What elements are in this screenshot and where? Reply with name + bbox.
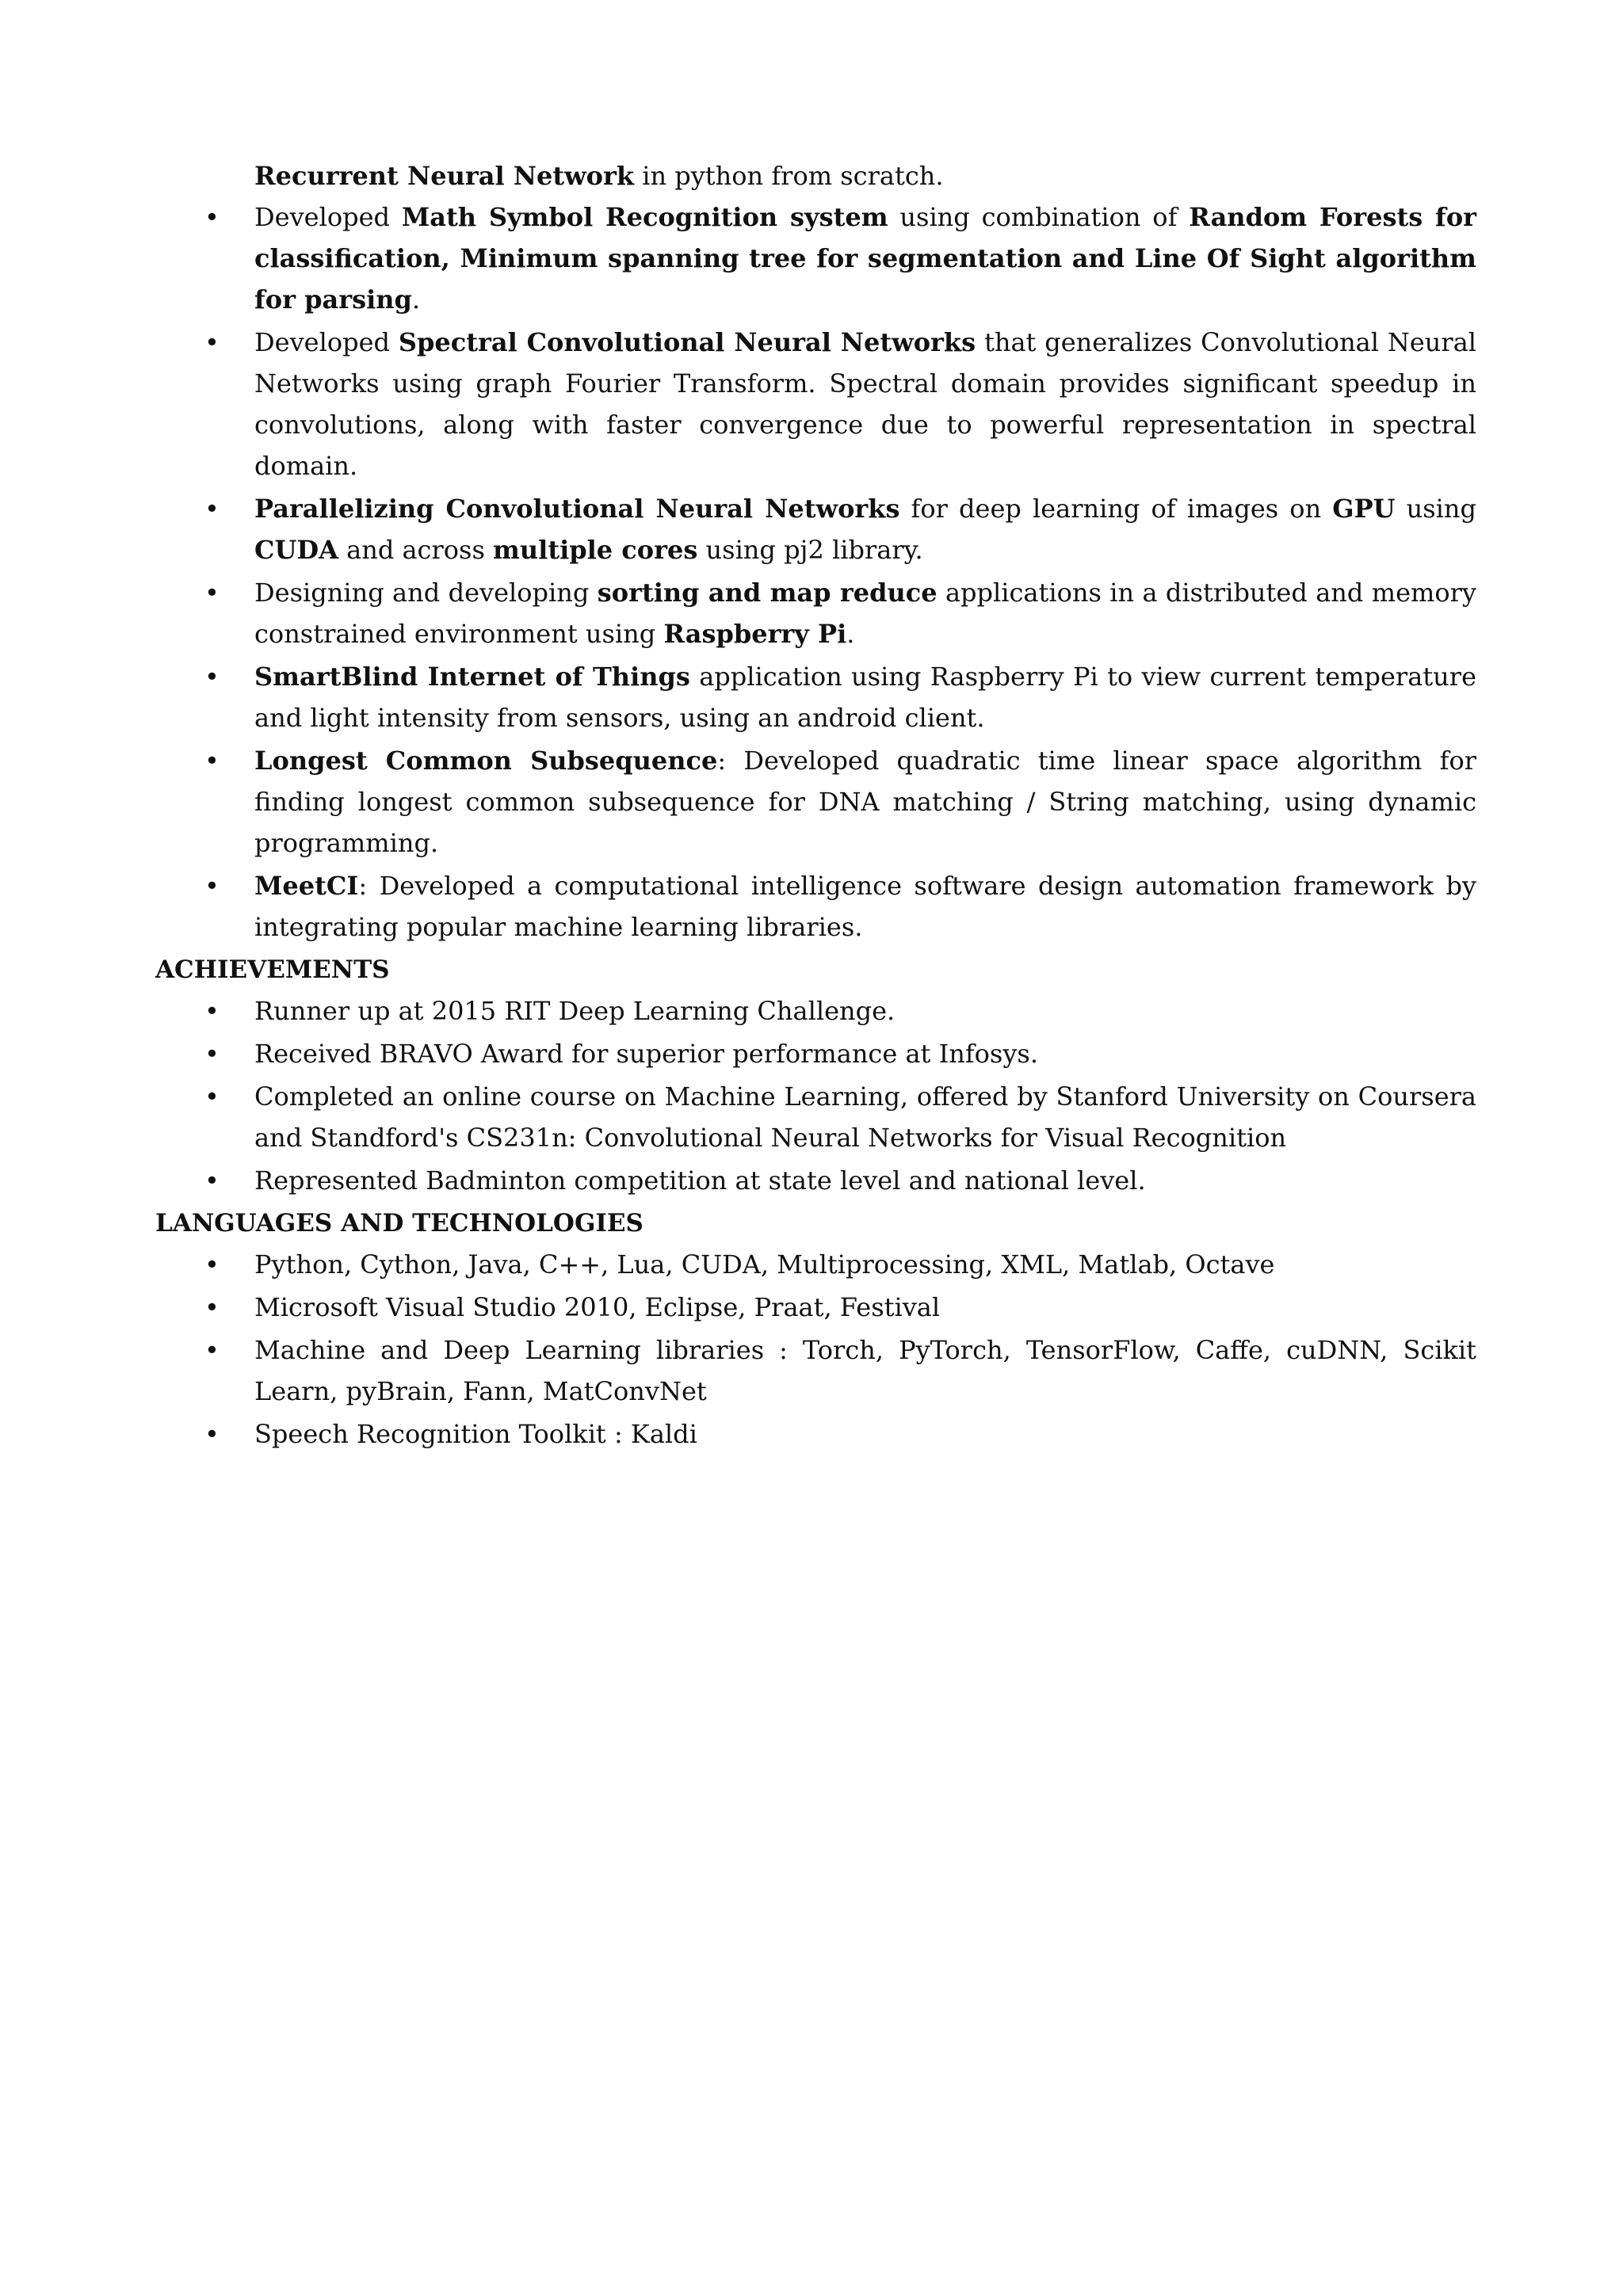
bullet-icon: •: [204, 871, 220, 901]
text: applications in a distributed and memory constrained environment using: [254, 578, 1477, 649]
bullet-icon: •: [204, 746, 220, 776]
list-item: [155, 1160, 1476, 1201]
bold-text: multiple cores: [493, 535, 698, 565]
text: Developed: [254, 327, 399, 357]
languages-heading: LANGUAGES AND TECHNOLOGIES: [155, 1209, 643, 1238]
list-item: [155, 196, 1476, 320]
bold-text: MeetCI: [254, 871, 359, 901]
bullet-icon: •: [204, 662, 220, 692]
list-item-text: Completed an online course on Machine Learning, offered by Stanford University on Coursera and Standford's CS231n: Convolutional Neural Networks for Visual Recognition: [254, 1081, 1476, 1153]
text: and across: [338, 535, 494, 565]
text: that generalizes Convolutional Neural Networks using graph Fourier Transform. Spectral domain provides significant speedup in convolutions, along with faster convergence due to powerful representation in spectral domain.: [254, 327, 1477, 481]
list-item: [155, 1033, 1476, 1074]
list-item-text: Machine and Deep Learning libraries : Torch, PyTorch, TensorFlow, Caffe, cuDNN, Scikit Learn, pyBrain, Fann, MatConvNet: [254, 1335, 1476, 1406]
text: for deep learning of images on: [899, 494, 1333, 524]
list-item: [155, 572, 1476, 654]
list-item: [155, 740, 1476, 864]
bullet-icon: •: [204, 1419, 220, 1449]
intro-line-bold: Recurrent Neural Network: [254, 161, 635, 191]
text: using: [1395, 494, 1477, 524]
intro-line: [155, 155, 1476, 196]
text: : Developed quadratic time linear space algorithm for finding longest common subsequence for DNA matching / String matching, using dynamic programming.: [254, 746, 1477, 858]
text: .: [411, 284, 421, 315]
achievements-heading: ACHIEVEMENTS: [155, 955, 390, 984]
bullet-icon: •: [204, 996, 220, 1026]
intro-line-rest: in python from scratch.: [634, 161, 944, 191]
text: application using Raspberry Pi to view current temperature and light intensity from sensors, using an android client.: [254, 662, 1477, 733]
list-item-text: Python, Cython, Java, C++, Lua, CUDA, Multiprocessing, XML, Matlab, Octave: [254, 1249, 1275, 1280]
list-item-text: Received BRAVO Award for superior performance at Infosys.: [254, 1039, 1039, 1069]
bullet-icon: •: [204, 494, 220, 524]
bullet-icon: •: [204, 1165, 220, 1196]
bullet-icon: •: [204, 327, 220, 357]
projects-list: [155, 196, 1476, 948]
bullet-icon: •: [204, 1335, 220, 1365]
bullet-icon: •: [204, 202, 220, 232]
text: .: [846, 619, 855, 649]
bold-text: sorting and map reduce: [597, 578, 938, 608]
bold-text: Random Forests for classification, Minimum spanning tree for segmentation and Line Of Sight algorithm for parsing: [254, 202, 1477, 315]
bold-text: Parallelizing Convolutional Neural Networks: [254, 494, 900, 524]
languages-list: [155, 1244, 1476, 1455]
list-item: [155, 1287, 1476, 1328]
list-item: [155, 1076, 1476, 1158]
bold-text: Math Symbol Recognition system: [401, 202, 888, 232]
bold-text: GPU: [1332, 494, 1396, 524]
list-item: [155, 1244, 1476, 1285]
list-item: [155, 656, 1476, 738]
bullet-icon: •: [204, 1292, 220, 1322]
list-item: [155, 1329, 1476, 1412]
list-item: [155, 322, 1476, 486]
list-item-text: Speech Recognition Toolkit : Kaldi: [254, 1419, 697, 1449]
bold-text: Raspberry Pi: [663, 619, 847, 649]
bullet-icon: •: [204, 1249, 220, 1280]
list-item-text: Runner up at 2015 RIT Deep Learning Challenge.: [254, 996, 896, 1026]
list-item: [155, 1413, 1476, 1455]
bullet-icon: •: [204, 578, 220, 608]
text: Designing and developing: [254, 578, 598, 608]
bullet-icon: •: [204, 1039, 220, 1069]
bold-text: Spectral Convolutional Neural Networks: [398, 327, 976, 357]
achievements-list: [155, 990, 1476, 1201]
bullet-icon: •: [204, 1081, 220, 1112]
bold-text: SmartBlind Internet of Things: [254, 662, 690, 692]
list-item-text: Microsoft Visual Studio 2010, Eclipse, Praat, Festival: [254, 1292, 941, 1322]
text: using combination of: [888, 202, 1190, 232]
text: : Developed a computational intelligence software design automation framework by integrating popular machine learning libraries.: [254, 871, 1476, 942]
bold-text: CUDA: [254, 535, 338, 565]
list-item: [155, 865, 1476, 948]
list-item-text: Represented Badminton competition at state level and national level.: [254, 1165, 1146, 1196]
list-item: [155, 990, 1476, 1032]
bold-text: Longest Common Subsequence: [254, 746, 718, 776]
text: using pj2 library.: [697, 535, 923, 565]
text: Developed: [254, 202, 402, 232]
list-item: [155, 488, 1476, 570]
